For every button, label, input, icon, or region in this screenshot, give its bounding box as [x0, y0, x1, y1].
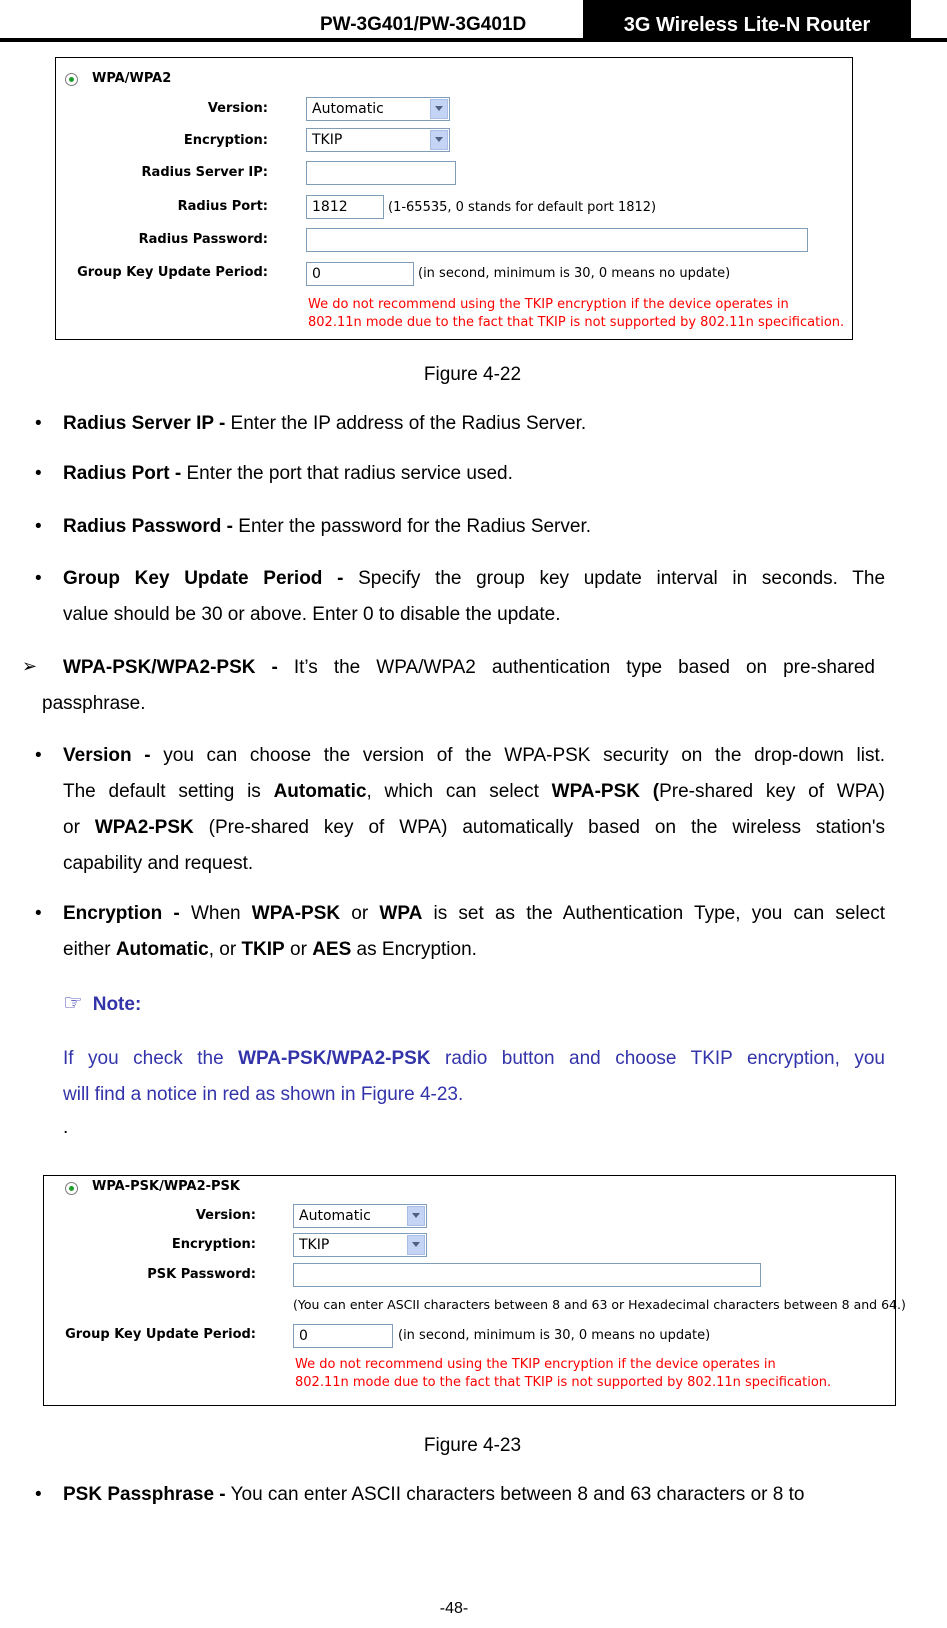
header-product: 3G Wireless Lite-N Router	[583, 0, 911, 42]
bullet-text: Enter the port that radius service used.	[181, 463, 513, 484]
psk-section-term: WPA-PSK/WPA2-PSK -	[63, 657, 278, 678]
wpa-psk-wpa2-psk-radio[interactable]	[65, 1182, 78, 1195]
group-key-update-input[interactable]: 0	[306, 262, 414, 286]
version-label: Version:	[207, 101, 268, 116]
group-key-update-label: Group Key Update Period:	[65, 1327, 256, 1342]
encryption-select[interactable]	[293, 1233, 427, 1257]
header-rule-right	[911, 38, 947, 42]
version-select[interactable]	[293, 1204, 427, 1228]
tkip-warning-line2: 802.11n mode due to the fact that TKIP is not supported by 802.11n specification.	[308, 315, 845, 330]
group-key-update-label: Group Key Update Period:	[77, 265, 268, 280]
group-key-update-input[interactable]: 0	[293, 1324, 393, 1348]
bullet-text: Specify the group key update interval in seconds. The	[343, 568, 886, 589]
bullet-text: Enter the password for the Radius Server.	[233, 516, 592, 537]
bullet-group-key-update	[63, 561, 885, 633]
bullet-text: You can enter ASCII characters between 8 and 63 characters or 8 to	[225, 1484, 805, 1505]
tkip-warning	[295, 1356, 831, 1392]
psk-section-line2: passphrase.	[42, 693, 146, 714]
bullet-radius-port	[63, 456, 885, 492]
bullet-text-line2: value should be 30 or above. Enter 0 to disable the update.	[63, 604, 561, 625]
encryption-select[interactable]	[306, 128, 450, 152]
radius-port-input[interactable]: 1812	[306, 195, 384, 219]
radius-port-hint: (1-65535, 0 stands for default port 1812)	[388, 200, 657, 215]
radius-server-ip-input[interactable]	[306, 161, 456, 185]
figure-4-22-screenshot	[55, 57, 853, 340]
chevron-down-icon	[430, 99, 448, 119]
psk-password-hint: (You can enter ASCII characters between 8 and 63 or Hexadecimal characters between 8 and 64.)	[293, 1297, 906, 1312]
bullet-term: Radius Port -	[63, 463, 182, 484]
radius-server-ip-label: Radius Server IP:	[141, 165, 268, 180]
encryption-value: TKIP	[312, 132, 343, 148]
psk-password-label: PSK Password:	[147, 1267, 256, 1282]
version-select[interactable]	[306, 97, 450, 121]
bullet-term: Group Key Update Period -	[63, 568, 344, 589]
pointing-hand-icon: ☞	[63, 990, 83, 1015]
bullet-term: Radius Password -	[63, 516, 233, 537]
radius-port-label: Radius Port:	[177, 199, 268, 214]
bullet-term: PSK Passphrase -	[63, 1484, 226, 1505]
chevron-down-icon	[407, 1235, 425, 1255]
psk-section-line1: WPA-PSK/WPA2-PSK - It’s the WPA/WPA2 authentication type based on pre-shared	[63, 657, 875, 678]
tkip-warning-line1: We do not recommend using the TKIP encryption if the device operates in	[308, 297, 789, 312]
note-body: If you check the WPA-PSK/WPA2-PSK radio button and choose TKIP encryption, you will find a notice in red as shown in Figure 4-23. .	[63, 1048, 885, 1138]
version-value: Automatic	[312, 101, 384, 117]
group-key-update-hint: (in second, minimum is 30, 0 means no update)	[418, 266, 731, 281]
encryption-value: TKIP	[299, 1237, 330, 1253]
radius-password-label: Radius Password:	[138, 232, 268, 247]
note-heading	[63, 985, 141, 1023]
header-model: PW-3G401/PW-3G401D	[320, 14, 527, 35]
bullet-radius-server-ip	[63, 406, 885, 442]
bullet-encryption: • Encryption - When WPA-PSK or WPA is set as the Authentication Type, you can select either Automatic, or TKIP or AES as Encryption.	[63, 896, 885, 968]
wpa-psk-wpa2-psk-label: WPA-PSK/WPA2-PSK	[92, 1179, 240, 1194]
tkip-warning-line1: We do not recommend using the TKIP encryption if the device operates in	[295, 1357, 776, 1372]
figure-4-23-caption: Figure 4-23	[423, 1435, 522, 1456]
bullet-text: Enter the IP address of the Radius Server.	[225, 413, 587, 434]
arrow-bullet-icon: ➢	[22, 656, 38, 676]
page-number: -48-	[439, 1600, 469, 1617]
figure-4-22-caption: Figure 4-22	[423, 364, 522, 385]
bullet-term: Version -	[63, 745, 151, 766]
bullet-psk-passphrase	[63, 1477, 885, 1513]
note-title: Note:	[92, 994, 142, 1015]
bullet-version: • Version - you can choose the version of the WPA-PSK security on the drop-down list. The default setting is Automatic, which can select WPA-PSK (Pre-shared key of WPA) or WPA2-PSK (Pre-shared key of WPA) automatically based on the wireless station's capability and request.	[63, 738, 885, 882]
tkip-warning-line2: 802.11n mode due to the fact that TKIP is not supported by 802.11n specification.	[295, 1375, 832, 1390]
figure-4-23-screenshot	[43, 1175, 906, 1406]
group-key-update-hint: (in second, minimum is 30, 0 means no update)	[398, 1328, 711, 1343]
version-label: Version:	[195, 1208, 256, 1223]
radius-password-input[interactable]	[306, 228, 808, 252]
bullet-radius-password	[63, 509, 885, 545]
encryption-label: Encryption:	[171, 1237, 256, 1252]
wpa-wpa2-label: WPA/WPA2	[92, 71, 172, 86]
bullet-term: Encryption -	[63, 903, 180, 924]
encryption-label: Encryption:	[183, 133, 268, 148]
tkip-warning	[308, 296, 844, 332]
chevron-down-icon	[430, 130, 448, 150]
header-rule	[0, 38, 583, 42]
psk-password-input[interactable]	[293, 1263, 761, 1287]
chevron-down-icon	[407, 1206, 425, 1226]
bullet-term: Radius Server IP -	[63, 413, 226, 434]
version-value: Automatic	[299, 1208, 371, 1224]
wpa-wpa2-radio[interactable]	[65, 73, 78, 86]
